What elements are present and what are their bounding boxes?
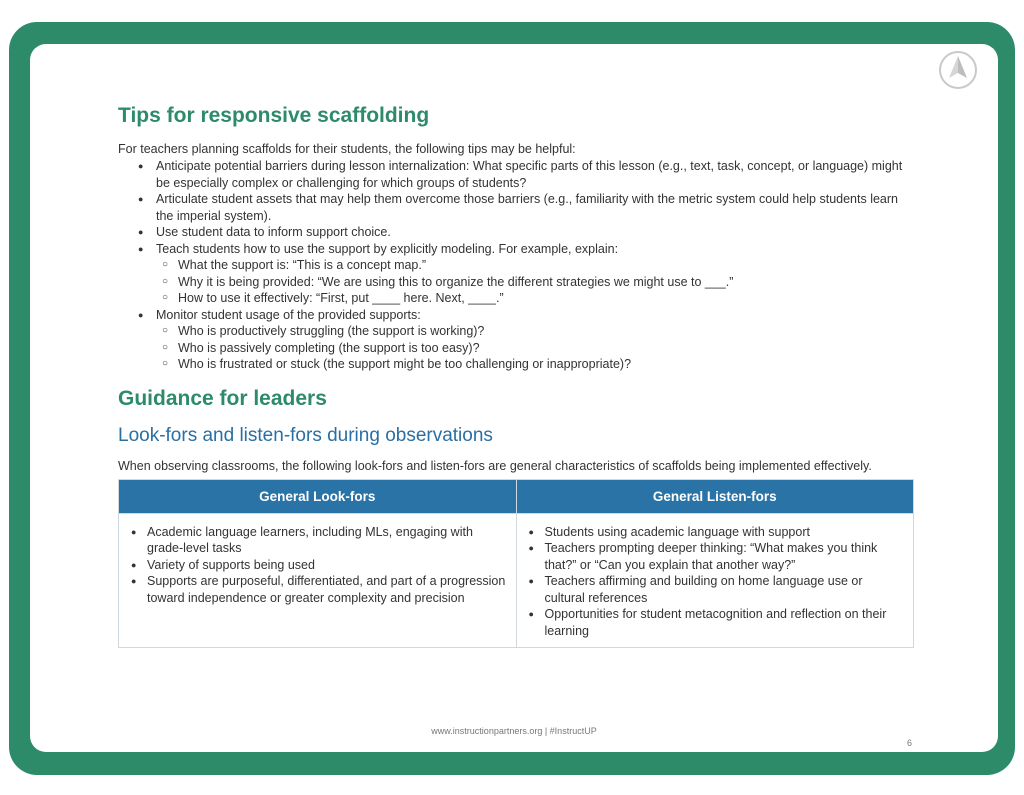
- list-item: ● Articulate student assets that may help them overcome those barriers (e.g., familiarity with the metric system could help students learn the imperial system).: [156, 191, 918, 224]
- sub-list-item: ○ Who is frustrated or stuck (the support might be too challenging or inappropriate)?: [178, 356, 918, 373]
- main-content: [118, 104, 918, 648]
- look-listen-fors-table: [118, 479, 914, 649]
- sub-list: [156, 257, 918, 307]
- list-item: ● Supports are purposeful, differentiated, and part of a progression toward independence or greater complexity and precision: [147, 573, 506, 606]
- list-item: ● Teachers prompting deeper thinking: “What makes you think that?” or “Can you explain that another way?”: [545, 540, 904, 573]
- list-item: ● Monitor student usage of the provided supports: ○ Who is productively struggling (the support is working)? ○ Who is passively completing (the support is too easy)? ○ Who is frustrated or stuck (the support might be too challenging or inappropriate)?: [156, 307, 918, 373]
- look-fors-header: General Look-fors: [119, 479, 517, 513]
- leaders-heading: Guidance for leaders: [118, 386, 327, 410]
- sub-list-item: ○ Who is passively completing (the support is too easy)?: [178, 340, 918, 357]
- sub-list-item: ○ Who is productively struggling (the support is working)?: [178, 323, 918, 340]
- observations-intro: When observing classrooms, the following look-fors and listen-fors are general characteristics of scaffolds being implemented effectively.: [118, 458, 872, 473]
- listen-fors-header: General Listen-fors: [516, 479, 914, 513]
- listen-fors-cell: [516, 513, 914, 648]
- list-item: ● Variety of supports being used: [147, 557, 506, 574]
- list-item: ● Anticipate potential barriers during lesson internalization: What specific parts of this lesson (e.g., text, task, concept, or language) might be especially complex or challenging for which groups of students?: [156, 158, 918, 191]
- sub-list: [156, 323, 918, 373]
- tips-list: [118, 158, 918, 373]
- tips-intro: For teachers planning scaffolds for their students, the following tips may be helpful:: [118, 142, 576, 156]
- sub-list-item: ○ What the support is: “This is a concept map.”: [178, 257, 918, 274]
- sub-list-item: ○ Why it is being provided: “We are using this to organize the different strategies we might use to ___.”: [178, 274, 918, 291]
- page-number: 6: [907, 738, 913, 748]
- list-item: ● Opportunities for student metacognition and reflection on their learning: [545, 606, 904, 639]
- observations-subheading: Look-fors and listen-fors during observations: [118, 424, 493, 446]
- table-row: [119, 513, 914, 648]
- tips-heading: Tips for responsive scaffolding: [118, 104, 430, 127]
- mountain-circle-logo-icon: [936, 48, 980, 92]
- sub-list-item: ○ How to use it effectively: “First, put ____ here. Next, ____.”: [178, 290, 918, 307]
- list-item: ● Students using academic language with support: [545, 524, 904, 541]
- list-item: ● Use student data to inform support choice.: [156, 224, 918, 241]
- list-item: ● Academic language learners, including MLs, engaging with grade-level tasks: [147, 524, 506, 557]
- list-item: ● Teach students how to use the support by explicitly modeling. For example, explain: ○ What the support is: “This is a concept map.” ○ Why it is being provided: “We are using this to organize the different strategies we might use to ___.” ○ How to use it effectively: “First, put ____ here. Next, ____.”: [156, 241, 918, 307]
- document-page: [30, 44, 998, 752]
- look-fors-cell: [119, 513, 517, 648]
- footer-link[interactable]: www.instructionpartners.org | #InstructUP: [431, 726, 597, 736]
- list-item: ● Teachers affirming and building on home language use or cultural references: [545, 573, 904, 606]
